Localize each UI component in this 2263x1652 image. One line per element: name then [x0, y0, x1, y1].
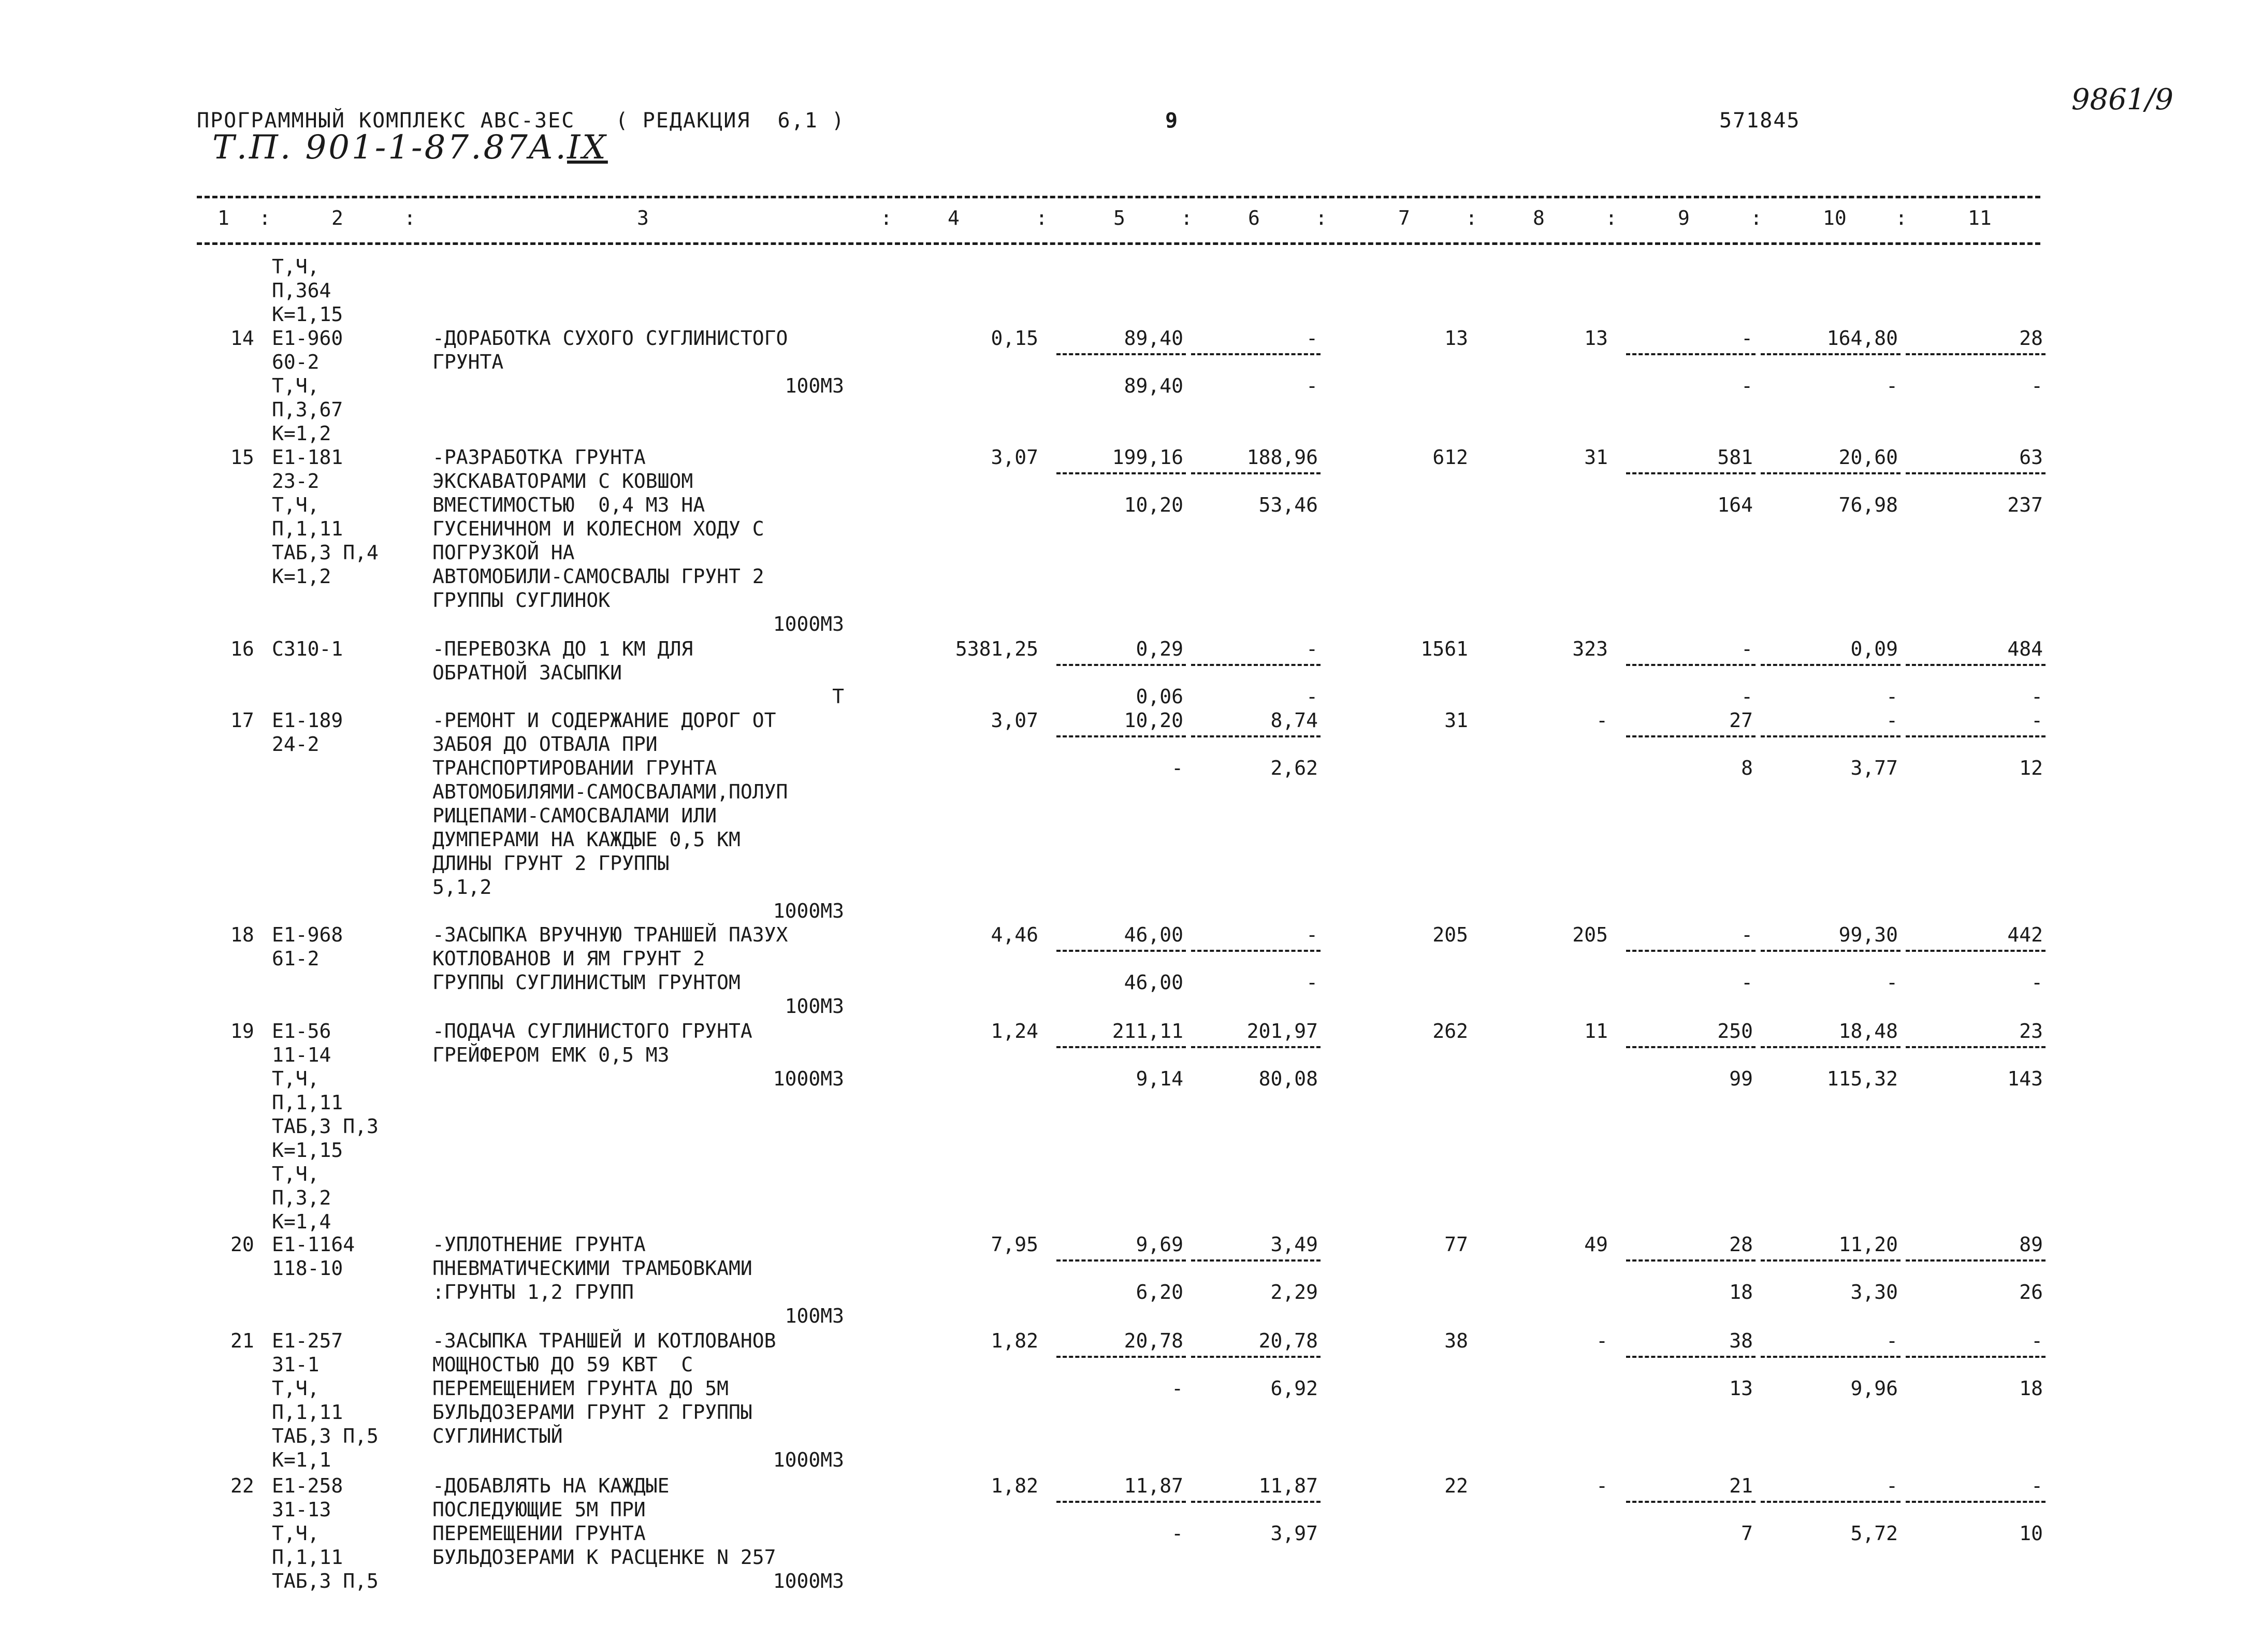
- work-description-line: -ПОДАЧА СУГЛИНИСТОГО ГРУНТА: [432, 1020, 752, 1042]
- work-description-line: ГРУНТА: [432, 351, 504, 373]
- total-cost: 38: [1444, 1329, 1468, 1352]
- program-header: ПРОГРАММНЫЙ КОМПЛЕКС АВС-ЗЕС ( РЕДАКЦИЯ 6,1 ): [197, 109, 845, 133]
- machine-wages-total: 164: [1717, 494, 1753, 516]
- work-description-line: БУЛЬДОЗЕРАМИ ГРУНТ 2 ГРУППЫ: [432, 1401, 752, 1424]
- value-separator-line: [1191, 1501, 1321, 1503]
- work-description-line: ГРУППЫ СУГЛИНИСТЫМ ГРУНТОМ: [432, 971, 741, 994]
- rate-code-line: П,3,67: [272, 398, 343, 421]
- unit-machine-wages-value: 3,97: [1270, 1522, 1318, 1545]
- rate-code-line: Т,Ч,: [272, 494, 320, 516]
- rate-code-line: Е1-1164: [272, 1233, 355, 1256]
- work-description-line: БУЛЬДОЗЕРАМИ К РАСЦЕНКЕ N 257: [432, 1546, 776, 1569]
- rate-code-line: ТАБ,3 П,5: [272, 1570, 379, 1592]
- unit-cost-machines: -: [1306, 637, 1318, 660]
- unit-machine-wages-value: 80,08: [1258, 1067, 1318, 1090]
- work-description-line: -РЕМОНТ И СОДЕРЖАНИЕ ДОРОГ ОТ: [432, 709, 776, 732]
- work-description-line: ДЛИНЫ ГРУНТ 2 ГРУППЫ: [432, 852, 670, 875]
- row-number: 16: [230, 637, 254, 660]
- unit-wages-value: -: [1171, 757, 1183, 779]
- quantity-value: 1,82: [991, 1329, 1038, 1352]
- page-number: 9: [1165, 109, 1179, 133]
- machinist-labor-total: 237: [2007, 494, 2043, 516]
- value-separator-line: [1761, 1259, 1901, 1262]
- labor-total: -: [2031, 1329, 2043, 1352]
- machine-wages-total: 99: [1729, 1067, 1753, 1090]
- column-number: 1: [217, 207, 229, 229]
- value-separator-line: [1761, 1356, 1901, 1358]
- header-rule-bottom: [197, 242, 2040, 245]
- row-number: 18: [230, 923, 254, 946]
- unit-wages-value: 46,00: [1124, 971, 1183, 994]
- column-separator: :: [1750, 207, 1762, 229]
- quantity-value: 4,46: [991, 923, 1038, 946]
- column-number: 10: [1823, 207, 1847, 229]
- rate-code-line: Е1-189: [272, 709, 343, 732]
- machine-operation-cost: 250: [1717, 1020, 1753, 1042]
- quantity-value: 3,07: [991, 446, 1038, 469]
- machinist-labor-total: -: [2031, 685, 2043, 708]
- value-separator-line: [1626, 735, 1756, 737]
- value-separator-line: [1906, 664, 2046, 666]
- value-separator-line: [1626, 1046, 1756, 1048]
- value-separator-line: [1626, 1259, 1756, 1262]
- unit-cost-total: 0,29: [1136, 637, 1183, 660]
- row-number: 14: [230, 327, 254, 350]
- value-separator-line: [1906, 1356, 2046, 1358]
- rate-code-line: 31-1: [272, 1353, 320, 1376]
- work-description-line: -ДОРАБОТКА СУХОГО СУГЛИНИСТОГО: [432, 327, 788, 350]
- unit-cost-total: 9,69: [1136, 1233, 1183, 1256]
- column-number: 3: [637, 207, 649, 229]
- value-separator-line: [1191, 664, 1321, 666]
- work-description-line: 5,1,2: [432, 876, 492, 899]
- rate-code-line: П,3,2: [272, 1186, 331, 1209]
- total-cost: 13: [1444, 327, 1468, 350]
- work-description-line: ТРАНСПОРТИРОВАНИИ ГРУНТА: [432, 757, 717, 779]
- labor-unit: 164,80: [1826, 327, 1898, 350]
- column-number: 8: [1533, 207, 1545, 229]
- handwritten-album: А.: [528, 128, 568, 167]
- value-separator-line: [1056, 472, 1186, 474]
- handwritten-project-code: Т.П. 901-1-87.87: [212, 128, 530, 167]
- rate-code-line: П,1,11: [272, 1401, 343, 1424]
- rate-code-line: П,1,11: [272, 1091, 343, 1114]
- unit-of-measure: Т: [832, 685, 844, 708]
- unit-of-measure: 1000М3: [773, 1448, 844, 1471]
- wages-cost: -: [1596, 1474, 1608, 1497]
- work-description-line: ЗАБОЯ ДО ОТВАЛА ПРИ: [432, 733, 658, 756]
- rate-code-line: К=1,4: [272, 1210, 331, 1233]
- quantity-value: 0,15: [991, 327, 1038, 350]
- value-separator-line: [1906, 1501, 2046, 1503]
- total-cost: 205: [1432, 923, 1468, 946]
- machinist-labor-total: -: [2031, 374, 2043, 397]
- machine-operation-cost: 28: [1729, 1233, 1753, 1256]
- rate-code-line: Т,Ч,: [272, 1163, 320, 1185]
- unit-cost-total: 89,40: [1124, 327, 1183, 350]
- unit-cost-total: 199,16: [1112, 446, 1183, 469]
- value-separator-line: [1191, 1356, 1321, 1358]
- work-description-line: ЭКСКАВАТОРАМИ С КОВШОМ: [432, 470, 693, 492]
- work-description-line: МОЩНОСТЬЮ ДО 59 КВТ С: [432, 1353, 693, 1376]
- labor-total: -: [2031, 709, 2043, 732]
- value-separator-line: [1056, 1259, 1186, 1262]
- rate-code-line: П,1,11: [272, 517, 343, 540]
- work-description-line: -УПЛОТНЕНИЕ ГРУНТА: [432, 1233, 646, 1256]
- column-number: 5: [1113, 207, 1125, 229]
- rate-code-line: Е1-968: [272, 923, 343, 946]
- labor-total: 63: [2019, 446, 2043, 469]
- column-separator: :: [1895, 207, 1907, 229]
- rate-code-line: ТАБ,3 П,3: [272, 1115, 379, 1138]
- work-description-line: РИЦЕПАМИ-САМОСВАЛАМИ ИЛИ: [432, 804, 717, 827]
- labor-total: 28: [2019, 327, 2043, 350]
- rate-code-line: Т,Ч,: [272, 374, 320, 397]
- machine-wages-total: 18: [1729, 1281, 1753, 1303]
- quantity-value: 5381,25: [955, 637, 1038, 660]
- labor-unit: 0,09: [1850, 637, 1898, 660]
- unit-machine-wages-value: -: [1306, 971, 1318, 994]
- wages-cost: -: [1596, 1329, 1608, 1352]
- machine-operation-cost: 581: [1717, 446, 1753, 469]
- column-separator: :: [1466, 207, 1477, 229]
- row-number: 17: [230, 709, 254, 732]
- unit-of-measure: 1000М3: [773, 1570, 844, 1592]
- unit-cost-machines: 201,97: [1246, 1020, 1318, 1042]
- value-separator-line: [1761, 1501, 1901, 1503]
- machinist-labor-unit: -: [1886, 971, 1898, 994]
- rate-code-line: К=1,1: [272, 1448, 331, 1471]
- labor-unit: -: [1886, 1329, 1898, 1352]
- value-separator-line: [1056, 664, 1186, 666]
- total-cost: 1561: [1420, 637, 1468, 660]
- work-description-line: :ГРУНТЫ 1,2 ГРУПП: [432, 1281, 634, 1303]
- unit-of-measure: 1000М3: [773, 613, 844, 635]
- machine-wages-total: 7: [1741, 1522, 1753, 1545]
- labor-total: 442: [2007, 923, 2043, 946]
- machinist-labor-unit: 3,30: [1850, 1281, 1898, 1303]
- machine-operation-cost: 38: [1729, 1329, 1753, 1352]
- rate-code-line: К=1,15: [272, 1139, 343, 1162]
- row-number: 19: [230, 1020, 254, 1042]
- document-code: 571845: [1719, 109, 1801, 133]
- value-separator-line: [1191, 950, 1321, 952]
- work-description-line: ПОСЛЕДУЮЩИЕ 5М ПРИ: [432, 1498, 646, 1521]
- machine-wages-total: -: [1741, 971, 1753, 994]
- machinist-labor-total: -: [2031, 971, 2043, 994]
- unit-wages-value: 89,40: [1124, 374, 1183, 397]
- unit-cost-total: 46,00: [1124, 923, 1183, 946]
- total-cost: 77: [1444, 1233, 1468, 1256]
- value-separator-line: [1906, 1046, 2046, 1048]
- value-separator-line: [1761, 950, 1901, 952]
- value-separator-line: [1626, 664, 1756, 666]
- unit-machine-wages-value: 6,92: [1270, 1377, 1318, 1400]
- value-separator-line: [1626, 950, 1756, 952]
- work-description-line: ОБРАТНОЙ ЗАСЫПКИ: [432, 661, 622, 684]
- labor-total: 89: [2019, 1233, 2043, 1256]
- unit-wages-value: -: [1171, 1522, 1183, 1545]
- unit-machine-wages-value: 2,62: [1270, 757, 1318, 779]
- rate-code-line: П,1,11: [272, 1546, 343, 1569]
- machinist-labor-unit: -: [1886, 685, 1898, 708]
- rate-code-line: К=1,2: [272, 565, 331, 588]
- rate-code-line: 23-2: [272, 470, 320, 492]
- value-separator-line: [1056, 1356, 1186, 1358]
- value-separator-line: [1626, 1356, 1756, 1358]
- machinist-labor-unit: 115,32: [1826, 1067, 1898, 1090]
- unit-machine-wages-value: -: [1306, 374, 1318, 397]
- work-description-line: -ЗАСЫПКА ВРУЧНУЮ ТРАНШЕЙ ПАЗУХ: [432, 923, 788, 946]
- column-separator: :: [1605, 207, 1617, 229]
- labor-unit: 11,20: [1838, 1233, 1898, 1256]
- value-separator-line: [1761, 1046, 1901, 1048]
- machinist-labor-unit: -: [1886, 374, 1898, 397]
- value-separator-line: [1056, 353, 1186, 355]
- machine-wages-total: -: [1741, 685, 1753, 708]
- column-number: 9: [1678, 207, 1690, 229]
- rate-code-line: 60-2: [272, 351, 320, 373]
- rate-code-line: Е1-181: [272, 446, 343, 469]
- work-description-line: ГРУППЫ СУГЛИНОК: [432, 589, 611, 612]
- column-separator: :: [1181, 207, 1193, 229]
- total-cost: 31: [1444, 709, 1468, 732]
- preamble-code-line: К=1,15: [272, 303, 343, 326]
- column-number: 11: [1968, 207, 1992, 229]
- row-number: 20: [230, 1233, 254, 1256]
- wages-cost: 13: [1584, 327, 1608, 350]
- value-separator-line: [1191, 472, 1321, 474]
- unit-cost-machines: 11,87: [1258, 1474, 1318, 1497]
- value-separator-line: [1761, 472, 1901, 474]
- work-description-line: ГРЕЙФЕРОМ ЕМК 0,5 М3: [432, 1044, 670, 1066]
- unit-cost-machines: 20,78: [1258, 1329, 1318, 1352]
- unit-of-measure: 100М3: [785, 995, 844, 1018]
- unit-wages-value: 6,20: [1136, 1281, 1183, 1303]
- work-description-line: ПНЕВМАТИЧЕСКИМИ ТРАМБОВКАМИ: [432, 1257, 752, 1280]
- machine-wages-total: 13: [1729, 1377, 1753, 1400]
- quantity-value: 1,82: [991, 1474, 1038, 1497]
- labor-unit: -: [1886, 1474, 1898, 1497]
- work-description-line: СУГЛИНИСТЫЙ: [432, 1425, 563, 1447]
- total-cost: 22: [1444, 1474, 1468, 1497]
- value-separator-line: [1761, 353, 1901, 355]
- machinist-labor-unit: 9,96: [1850, 1377, 1898, 1400]
- value-separator-line: [1191, 353, 1321, 355]
- value-separator-line: [1906, 472, 2046, 474]
- value-separator-line: [1191, 1259, 1321, 1262]
- machinist-labor-unit: 5,72: [1850, 1522, 1898, 1545]
- machinist-labor-unit: 76,98: [1838, 494, 1898, 516]
- unit-cost-total: 20,78: [1124, 1329, 1183, 1352]
- labor-total: 484: [2007, 637, 2043, 660]
- value-separator-line: [1906, 950, 2046, 952]
- labor-unit: -: [1886, 709, 1898, 732]
- wages-cost: -: [1596, 709, 1608, 732]
- unit-cost-total: 10,20: [1124, 709, 1183, 732]
- column-number: 7: [1398, 207, 1410, 229]
- value-separator-line: [1056, 950, 1186, 952]
- unit-wages-value: 9,14: [1136, 1067, 1183, 1090]
- column-number: 6: [1248, 207, 1260, 229]
- value-separator-line: [1056, 1501, 1186, 1503]
- value-separator-line: [1906, 353, 2046, 355]
- rate-code-line: 24-2: [272, 733, 320, 756]
- rate-code-line: Т,Ч,: [272, 1067, 320, 1090]
- row-number: 22: [230, 1474, 254, 1497]
- unit-wages-value: -: [1171, 1377, 1183, 1400]
- rate-code-line: ТАБ,3 П,5: [272, 1425, 379, 1447]
- machine-operation-cost: -: [1741, 637, 1753, 660]
- unit-cost-machines: -: [1306, 923, 1318, 946]
- work-description-line: ПОГРУЗКОЙ НА: [432, 541, 575, 564]
- work-description-line: ГУСЕНИЧНОМ И КОЛЕСНОМ ХОДУ С: [432, 517, 764, 540]
- value-separator-line: [1056, 735, 1186, 737]
- unit-of-measure: 1000М3: [773, 1067, 844, 1090]
- rate-code-line: Т,Ч,: [272, 1377, 320, 1400]
- unit-cost-machines: 3,49: [1270, 1233, 1318, 1256]
- column-number: 4: [948, 207, 960, 229]
- work-description-line: -ДОБАВЛЯТЬ НА КАЖДЫЕ: [432, 1474, 670, 1497]
- rate-code-line: 118-10: [272, 1257, 343, 1280]
- unit-cost-total: 11,87: [1124, 1474, 1183, 1497]
- total-cost: 612: [1432, 446, 1468, 469]
- machinist-labor-unit: 3,77: [1850, 757, 1898, 779]
- rate-code-line: Е1-960: [272, 327, 343, 350]
- rate-code-line: Е1-56: [272, 1020, 331, 1042]
- rate-code-line: 11-14: [272, 1044, 331, 1066]
- wages-cost: 205: [1572, 923, 1608, 946]
- value-separator-line: [1626, 1501, 1756, 1503]
- labor-total: 23: [2019, 1020, 2043, 1042]
- unit-machine-wages-value: 2,29: [1270, 1281, 1318, 1303]
- machine-wages-total: -: [1741, 374, 1753, 397]
- preamble-code-line: Т,Ч,: [272, 255, 320, 278]
- machinist-labor-total: 10: [2019, 1522, 2043, 1545]
- unit-machine-wages-value: 53,46: [1258, 494, 1318, 516]
- rate-code-line: Т,Ч,: [272, 1522, 320, 1545]
- work-description-line: АВТОМОБИЛИ-САМОСВАЛЫ ГРУНТ 2: [432, 565, 764, 588]
- rate-code-line: Е1-258: [272, 1474, 343, 1497]
- column-separator: :: [1315, 207, 1327, 229]
- header-rule-top: [197, 196, 2040, 198]
- value-separator-line: [1761, 664, 1901, 666]
- machinist-labor-total: 18: [2019, 1377, 2043, 1400]
- column-separator: :: [404, 207, 416, 229]
- total-cost: 262: [1432, 1020, 1468, 1042]
- work-description-line: КОТЛОВАНОВ И ЯМ ГРУНТ 2: [432, 947, 705, 970]
- handwritten-album-number: IX: [567, 128, 608, 167]
- unit-cost-machines: 8,74: [1270, 709, 1318, 732]
- rate-code-line: 61-2: [272, 947, 320, 970]
- wages-cost: 49: [1584, 1233, 1608, 1256]
- column-number: 2: [331, 207, 343, 229]
- rate-code-line: 31-13: [272, 1498, 331, 1521]
- wages-cost: 31: [1584, 446, 1608, 469]
- quantity-value: 1,24: [991, 1020, 1038, 1042]
- quantity-value: 3,07: [991, 709, 1038, 732]
- machine-operation-cost: 27: [1729, 709, 1753, 732]
- preamble-code-line: П,364: [272, 279, 331, 302]
- work-description-line: -ПЕРЕВОЗКА ДО 1 КМ ДЛЯ: [432, 637, 693, 660]
- machinist-labor-total: 26: [2019, 1281, 2043, 1303]
- column-separator: :: [259, 207, 271, 229]
- column-separator: :: [1036, 207, 1048, 229]
- work-description-line: -ЗАСЫПКА ТРАНШЕЙ И КОТЛОВАНОВ: [432, 1329, 776, 1352]
- row-number: 21: [230, 1329, 254, 1352]
- machinist-labor-total: 143: [2007, 1067, 2043, 1090]
- value-separator-line: [1906, 735, 2046, 737]
- work-description-line: -РАЗРАБОТКА ГРУНТА: [432, 446, 646, 469]
- work-description-line: ДУМПЕРАМИ НА КАЖДЫЕ 0,5 КМ: [432, 828, 741, 851]
- labor-unit: 99,30: [1838, 923, 1898, 946]
- machine-operation-cost: -: [1741, 327, 1753, 350]
- labor-total: -: [2031, 1474, 2043, 1497]
- column-separator: :: [880, 207, 892, 229]
- row-number: 15: [230, 446, 254, 469]
- quantity-value: 7,95: [991, 1233, 1038, 1256]
- work-description-line: ПЕРЕМЕЩЕНИИ ГРУНТА: [432, 1522, 646, 1545]
- unit-of-measure: 1000М3: [773, 900, 844, 922]
- rate-code-line: К=1,2: [272, 422, 331, 445]
- value-separator-line: [1761, 735, 1901, 737]
- machine-operation-cost: -: [1741, 923, 1753, 946]
- work-description-line: ПЕРЕМЕЩЕНИЕМ ГРУНТА ДО 5М: [432, 1377, 729, 1400]
- wages-cost: 11: [1584, 1020, 1608, 1042]
- unit-machine-wages-value: -: [1306, 685, 1318, 708]
- rate-code-line: ТАБ,3 П,4: [272, 541, 379, 564]
- value-separator-line: [1626, 353, 1756, 355]
- unit-wages-value: 10,20: [1124, 494, 1183, 516]
- work-description-line: АВТОМОБИЛЯМИ-САМОСВАЛАМИ,ПОЛУП: [432, 780, 788, 803]
- labor-unit: 20,60: [1838, 446, 1898, 469]
- rate-code-line: Е1-257: [272, 1329, 343, 1352]
- machine-operation-cost: 21: [1729, 1474, 1753, 1497]
- handwritten-corner-number: 9861/9: [2071, 83, 2174, 117]
- machinist-labor-total: 12: [2019, 757, 2043, 779]
- work-description-line: ВМЕСТИМОСТЬЮ 0,4 М3 НА: [432, 494, 705, 516]
- value-separator-line: [1056, 1046, 1186, 1048]
- wages-cost: 323: [1572, 637, 1608, 660]
- unit-of-measure: 100М3: [785, 1305, 844, 1327]
- machine-wages-total: 8: [1741, 757, 1753, 779]
- unit-cost-machines: -: [1306, 327, 1318, 350]
- unit-of-measure: 100М3: [785, 374, 844, 397]
- value-separator-line: [1191, 735, 1321, 737]
- unit-cost-total: 211,11: [1112, 1020, 1183, 1042]
- value-separator-line: [1906, 1259, 2046, 1262]
- labor-unit: 18,48: [1838, 1020, 1898, 1042]
- unit-cost-machines: 188,96: [1246, 446, 1318, 469]
- rate-code-line: С310-1: [272, 637, 343, 660]
- value-separator-line: [1626, 472, 1756, 474]
- value-separator-line: [1191, 1046, 1321, 1048]
- unit-wages-value: 0,06: [1136, 685, 1183, 708]
